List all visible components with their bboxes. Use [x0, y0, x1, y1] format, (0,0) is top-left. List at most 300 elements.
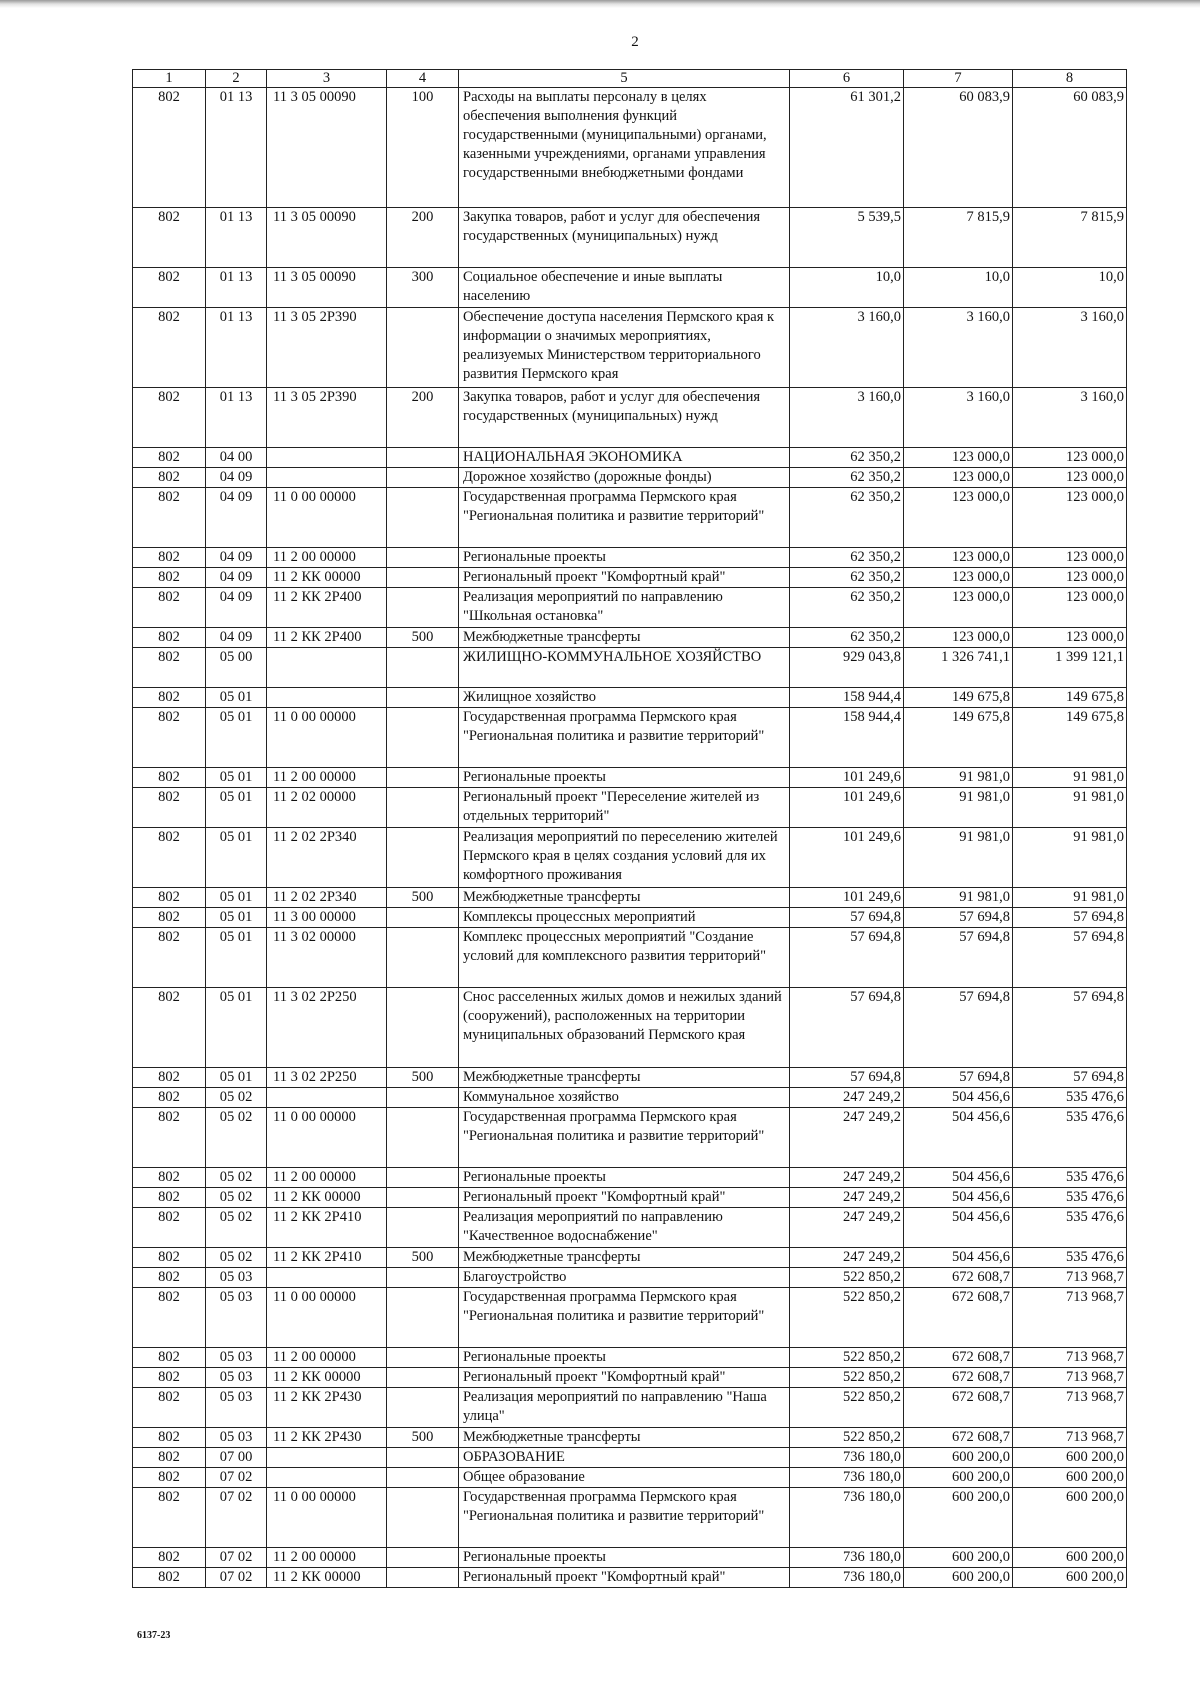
- column-header: 6: [790, 70, 904, 88]
- table-row: [133, 308, 1127, 388]
- amount-col6-cell: 736 180,0: [790, 1488, 904, 1548]
- amount-col7-cell: 123 000,0: [904, 568, 1013, 588]
- item-name-cell: Государственная программа Пермского края "Региональная политика и развитие территорий": [459, 1488, 790, 1548]
- table-row: [133, 888, 1127, 908]
- amount-col7-cell: 672 608,7: [904, 1428, 1013, 1448]
- table-row: [133, 1268, 1127, 1288]
- amount-col7-cell: 672 608,7: [904, 1348, 1013, 1368]
- expense-type-cell: 200: [387, 208, 459, 268]
- amount-col7-cell: 504 456,6: [904, 1088, 1013, 1108]
- table-row: [133, 1188, 1127, 1208]
- expense-type-cell: [387, 1208, 459, 1248]
- page-number: 2: [631, 34, 639, 50]
- target-article-cell: 11 3 05 00090: [267, 88, 387, 208]
- expense-type-cell: [387, 548, 459, 568]
- section-code-cell: 01 13: [206, 268, 267, 308]
- amount-col8-cell: 57 694,8: [1013, 908, 1127, 928]
- amount-col8-cell: 91 981,0: [1013, 888, 1127, 908]
- table-row: [133, 1088, 1127, 1108]
- ministry-code-cell: 802: [133, 828, 206, 888]
- amount-col6-cell: 522 850,2: [790, 1348, 904, 1368]
- table-row: [133, 768, 1127, 788]
- target-article-cell: 11 2 00 00000: [267, 1348, 387, 1368]
- amount-col6-cell: 5 539,5: [790, 208, 904, 268]
- item-name-cell: ЖИЛИЩНО-КОММУНАЛЬНОЕ ХОЗЯЙСТВО: [459, 648, 790, 688]
- table-row: [133, 988, 1127, 1068]
- amount-col7-cell: 57 694,8: [904, 908, 1013, 928]
- ministry-code-cell: 802: [133, 1448, 206, 1468]
- amount-col6-cell: 57 694,8: [790, 908, 904, 928]
- ministry-code-cell: 802: [133, 1488, 206, 1548]
- section-code-cell: 05 01: [206, 1068, 267, 1088]
- amount-col6-cell: 522 850,2: [790, 1268, 904, 1288]
- item-name-cell: Межбюджетные трансферты: [459, 1428, 790, 1448]
- section-code-cell: 05 03: [206, 1268, 267, 1288]
- amount-col8-cell: 535 476,6: [1013, 1188, 1127, 1208]
- amount-col8-cell: 713 968,7: [1013, 1368, 1127, 1388]
- target-article-cell: 11 0 00 00000: [267, 1108, 387, 1168]
- section-code-cell: 04 09: [206, 588, 267, 628]
- table-row: [133, 1248, 1127, 1268]
- amount-col8-cell: 600 200,0: [1013, 1568, 1127, 1588]
- target-article-cell: 11 3 05 2Р390: [267, 388, 387, 448]
- ministry-code-cell: 802: [133, 708, 206, 768]
- expense-type-cell: [387, 648, 459, 688]
- target-article-cell: [267, 1468, 387, 1488]
- item-name-cell: Государственная программа Пермского края "Региональная политика и развитие территорий": [459, 488, 790, 548]
- target-article-cell: 11 3 02 2Р250: [267, 988, 387, 1068]
- item-name-cell: Реализация мероприятий по направлению "Школьная остановка": [459, 588, 790, 628]
- ministry-code-cell: 802: [133, 788, 206, 828]
- amount-col8-cell: 123 000,0: [1013, 448, 1127, 468]
- amount-col6-cell: 522 850,2: [790, 1368, 904, 1388]
- item-name-cell: Региональный проект "Комфортный край": [459, 1188, 790, 1208]
- target-article-cell: 11 3 05 2Р390: [267, 308, 387, 388]
- amount-col8-cell: 535 476,6: [1013, 1108, 1127, 1168]
- section-code-cell: 05 01: [206, 888, 267, 908]
- expense-type-cell: [387, 1448, 459, 1468]
- amount-col8-cell: 713 968,7: [1013, 1348, 1127, 1368]
- amount-col7-cell: 504 456,6: [904, 1168, 1013, 1188]
- target-article-cell: 11 2 00 00000: [267, 1168, 387, 1188]
- ministry-code-cell: 802: [133, 1108, 206, 1168]
- target-article-cell: 11 2 КК 2Р430: [267, 1428, 387, 1448]
- section-code-cell: 07 00: [206, 1448, 267, 1468]
- target-article-cell: 11 2 02 00000: [267, 788, 387, 828]
- expense-type-cell: [387, 448, 459, 468]
- table-row: [133, 1368, 1127, 1388]
- expense-type-cell: 500: [387, 1428, 459, 1448]
- table-row: [133, 788, 1127, 828]
- amount-col7-cell: 672 608,7: [904, 1288, 1013, 1348]
- item-name-cell: Государственная программа Пермского края "Региональная политика и развитие территорий": [459, 1288, 790, 1348]
- amount-col7-cell: 1 326 741,1: [904, 648, 1013, 688]
- expense-type-cell: [387, 1288, 459, 1348]
- item-name-cell: Региональный проект "Комфортный край": [459, 1568, 790, 1588]
- target-article-cell: [267, 468, 387, 488]
- amount-col6-cell: 736 180,0: [790, 1468, 904, 1488]
- amount-col7-cell: 91 981,0: [904, 788, 1013, 828]
- ministry-code-cell: 802: [133, 648, 206, 688]
- expense-type-cell: [387, 1548, 459, 1568]
- target-article-cell: [267, 1088, 387, 1108]
- ministry-code-cell: 802: [133, 88, 206, 208]
- expense-type-cell: [387, 1188, 459, 1208]
- section-code-cell: 05 01: [206, 688, 267, 708]
- ministry-code-cell: 802: [133, 1248, 206, 1268]
- target-article-cell: [267, 448, 387, 468]
- amount-col7-cell: 123 000,0: [904, 548, 1013, 568]
- amount-col6-cell: 736 180,0: [790, 1568, 904, 1588]
- item-name-cell: Государственная программа Пермского края "Региональная политика и развитие территорий": [459, 708, 790, 768]
- ministry-code-cell: 802: [133, 1068, 206, 1088]
- section-code-cell: 05 02: [206, 1248, 267, 1268]
- item-name-cell: Межбюджетные трансферты: [459, 628, 790, 648]
- amount-col8-cell: 60 083,9: [1013, 88, 1127, 208]
- budget-table: [132, 69, 1127, 1588]
- amount-col8-cell: 600 200,0: [1013, 1488, 1127, 1548]
- column-header: 3: [267, 70, 387, 88]
- ministry-code-cell: 802: [133, 688, 206, 708]
- target-article-cell: [267, 1448, 387, 1468]
- table-row: [133, 1348, 1127, 1368]
- amount-col7-cell: 60 083,9: [904, 88, 1013, 208]
- table-row: [133, 568, 1127, 588]
- ministry-code-cell: 802: [133, 908, 206, 928]
- amount-col8-cell: 3 160,0: [1013, 388, 1127, 448]
- column-header: 1: [133, 70, 206, 88]
- amount-col8-cell: 91 981,0: [1013, 828, 1127, 888]
- section-code-cell: 04 09: [206, 488, 267, 548]
- target-article-cell: 11 0 00 00000: [267, 1288, 387, 1348]
- amount-col6-cell: 101 249,6: [790, 888, 904, 908]
- section-code-cell: 04 00: [206, 448, 267, 468]
- amount-col8-cell: 123 000,0: [1013, 628, 1127, 648]
- amount-col6-cell: 101 249,6: [790, 828, 904, 888]
- amount-col6-cell: 62 350,2: [790, 628, 904, 648]
- ministry-code-cell: 802: [133, 928, 206, 988]
- scan-edge: [0, 0, 1200, 8]
- amount-col8-cell: 10,0: [1013, 268, 1127, 308]
- amount-col6-cell: 247 249,2: [790, 1188, 904, 1208]
- amount-col8-cell: 600 200,0: [1013, 1468, 1127, 1488]
- target-article-cell: 11 3 05 00090: [267, 208, 387, 268]
- amount-col8-cell: 600 200,0: [1013, 1548, 1127, 1568]
- amount-col6-cell: 736 180,0: [790, 1448, 904, 1468]
- ministry-code-cell: 802: [133, 988, 206, 1068]
- ministry-code-cell: 802: [133, 1188, 206, 1208]
- ministry-code-cell: 802: [133, 1428, 206, 1448]
- expense-type-cell: 100: [387, 88, 459, 208]
- amount-col8-cell: 149 675,8: [1013, 708, 1127, 768]
- amount-col8-cell: 123 000,0: [1013, 468, 1127, 488]
- target-article-cell: 11 0 00 00000: [267, 1488, 387, 1548]
- amount-col8-cell: 57 694,8: [1013, 988, 1127, 1068]
- section-code-cell: 05 03: [206, 1368, 267, 1388]
- amount-col6-cell: 62 350,2: [790, 568, 904, 588]
- expense-type-cell: 500: [387, 1248, 459, 1268]
- table-row: [133, 1388, 1127, 1428]
- target-article-cell: 11 2 00 00000: [267, 768, 387, 788]
- section-code-cell: 01 13: [206, 308, 267, 388]
- expense-type-cell: [387, 688, 459, 708]
- ministry-code-cell: 802: [133, 888, 206, 908]
- target-article-cell: 11 2 КК 2Р400: [267, 588, 387, 628]
- target-article-cell: 11 0 00 00000: [267, 708, 387, 768]
- amount-col8-cell: 123 000,0: [1013, 588, 1127, 628]
- section-code-cell: 05 02: [206, 1108, 267, 1168]
- amount-col8-cell: 1 399 121,1: [1013, 648, 1127, 688]
- section-code-cell: 07 02: [206, 1468, 267, 1488]
- table-row: [133, 1468, 1127, 1488]
- amount-col7-cell: 91 981,0: [904, 768, 1013, 788]
- item-name-cell: Реализация мероприятий по направлению "Наша улица": [459, 1388, 790, 1428]
- table-row: [133, 88, 1127, 208]
- target-article-cell: 11 2 КК 00000: [267, 1188, 387, 1208]
- amount-col7-cell: 600 200,0: [904, 1488, 1013, 1548]
- amount-col8-cell: 91 981,0: [1013, 768, 1127, 788]
- amount-col7-cell: 123 000,0: [904, 628, 1013, 648]
- expense-type-cell: [387, 1368, 459, 1388]
- amount-col6-cell: 10,0: [790, 268, 904, 308]
- ministry-code-cell: 802: [133, 1368, 206, 1388]
- item-name-cell: Региональный проект "Переселение жителей из отдельных территорий": [459, 788, 790, 828]
- expense-type-cell: [387, 1108, 459, 1168]
- expense-type-cell: [387, 1568, 459, 1588]
- amount-col8-cell: 57 694,8: [1013, 1068, 1127, 1088]
- amount-col6-cell: 57 694,8: [790, 928, 904, 988]
- amount-col7-cell: 91 981,0: [904, 828, 1013, 888]
- amount-col6-cell: 101 249,6: [790, 768, 904, 788]
- table-row: [133, 468, 1127, 488]
- expense-type-cell: 300: [387, 268, 459, 308]
- expense-type-cell: [387, 1468, 459, 1488]
- amount-col7-cell: 600 200,0: [904, 1568, 1013, 1588]
- section-code-cell: 07 02: [206, 1488, 267, 1548]
- expense-type-cell: [387, 708, 459, 768]
- section-code-cell: 05 03: [206, 1388, 267, 1428]
- section-code-cell: 05 02: [206, 1188, 267, 1208]
- amount-col8-cell: 713 968,7: [1013, 1428, 1127, 1448]
- section-code-cell: 01 13: [206, 388, 267, 448]
- amount-col7-cell: 10,0: [904, 268, 1013, 308]
- expense-type-cell: [387, 988, 459, 1068]
- amount-col7-cell: 672 608,7: [904, 1268, 1013, 1288]
- item-name-cell: Реализация мероприятий по направлению "Качественное водоснабжение": [459, 1208, 790, 1248]
- amount-col6-cell: 57 694,8: [790, 988, 904, 1068]
- item-name-cell: Региональные проекты: [459, 548, 790, 568]
- expense-type-cell: [387, 928, 459, 988]
- column-header: 4: [387, 70, 459, 88]
- amount-col6-cell: 522 850,2: [790, 1388, 904, 1428]
- target-article-cell: [267, 1268, 387, 1288]
- amount-col6-cell: 158 944,4: [790, 688, 904, 708]
- column-header: 7: [904, 70, 1013, 88]
- target-article-cell: 11 2 КК 2Р400: [267, 628, 387, 648]
- item-name-cell: Комплексы процессных мероприятий: [459, 908, 790, 928]
- expense-type-cell: 500: [387, 1068, 459, 1088]
- table-row: [133, 628, 1127, 648]
- table-row: [133, 388, 1127, 448]
- item-name-cell: Межбюджетные трансферты: [459, 1248, 790, 1268]
- ministry-code-cell: 802: [133, 568, 206, 588]
- amount-col7-cell: 600 200,0: [904, 1448, 1013, 1468]
- expense-type-cell: [387, 1388, 459, 1428]
- table-row: [133, 588, 1127, 628]
- table-row: [133, 1168, 1127, 1188]
- ministry-code-cell: 802: [133, 548, 206, 568]
- table-row: [133, 828, 1127, 888]
- ministry-code-cell: 802: [133, 1548, 206, 1568]
- amount-col6-cell: 62 350,2: [790, 588, 904, 628]
- amount-col7-cell: 504 456,6: [904, 1108, 1013, 1168]
- ministry-code-cell: 802: [133, 208, 206, 268]
- target-article-cell: 11 2 КК 00000: [267, 1368, 387, 1388]
- amount-col7-cell: 672 608,7: [904, 1388, 1013, 1428]
- expense-type-cell: [387, 1168, 459, 1188]
- section-code-cell: 04 09: [206, 468, 267, 488]
- table-row: [133, 928, 1127, 988]
- ministry-code-cell: 802: [133, 488, 206, 548]
- item-name-cell: Региональные проекты: [459, 1548, 790, 1568]
- item-name-cell: Региональные проекты: [459, 1348, 790, 1368]
- table-body: [133, 88, 1127, 1588]
- ministry-code-cell: 802: [133, 1168, 206, 1188]
- item-name-cell: Жилищное хозяйство: [459, 688, 790, 708]
- amount-col8-cell: 713 968,7: [1013, 1388, 1127, 1428]
- section-code-cell: 05 02: [206, 1088, 267, 1108]
- section-code-cell: 05 01: [206, 708, 267, 768]
- item-name-cell: Благоустройство: [459, 1268, 790, 1288]
- ministry-code-cell: 802: [133, 1568, 206, 1588]
- target-article-cell: 11 2 КК 2Р430: [267, 1388, 387, 1428]
- section-code-cell: 05 01: [206, 928, 267, 988]
- amount-col6-cell: 62 350,2: [790, 548, 904, 568]
- target-article-cell: 11 2 00 00000: [267, 1548, 387, 1568]
- target-article-cell: 11 3 02 00000: [267, 928, 387, 988]
- amount-col8-cell: 91 981,0: [1013, 788, 1127, 828]
- ministry-code-cell: 802: [133, 1468, 206, 1488]
- section-code-cell: 07 02: [206, 1548, 267, 1568]
- amount-col8-cell: 713 968,7: [1013, 1288, 1127, 1348]
- item-name-cell: Закупка товаров, работ и услуг для обеспечения государственных (муниципальных) нужд: [459, 208, 790, 268]
- table-row: [133, 1068, 1127, 1088]
- ministry-code-cell: 802: [133, 468, 206, 488]
- budget-table-wrapper: [132, 69, 1127, 1588]
- expense-type-cell: [387, 828, 459, 888]
- amount-col8-cell: 535 476,6: [1013, 1208, 1127, 1248]
- amount-col7-cell: 149 675,8: [904, 708, 1013, 768]
- amount-col8-cell: 149 675,8: [1013, 688, 1127, 708]
- section-code-cell: 04 09: [206, 628, 267, 648]
- amount-col7-cell: 7 815,9: [904, 208, 1013, 268]
- section-code-cell: 05 00: [206, 648, 267, 688]
- table-row: [133, 1448, 1127, 1468]
- table-row: [133, 208, 1127, 268]
- amount-col7-cell: 600 200,0: [904, 1468, 1013, 1488]
- amount-col7-cell: 123 000,0: [904, 588, 1013, 628]
- amount-col8-cell: 57 694,8: [1013, 928, 1127, 988]
- item-name-cell: Дорожное хозяйство (дорожные фонды): [459, 468, 790, 488]
- amount-col7-cell: 57 694,8: [904, 1068, 1013, 1088]
- item-name-cell: Социальное обеспечение и иные выплаты населению: [459, 268, 790, 308]
- section-code-cell: 05 03: [206, 1348, 267, 1368]
- section-code-cell: 05 01: [206, 988, 267, 1068]
- expense-type-cell: [387, 1088, 459, 1108]
- amount-col8-cell: 713 968,7: [1013, 1268, 1127, 1288]
- amount-col6-cell: 62 350,2: [790, 468, 904, 488]
- expense-type-cell: [387, 1348, 459, 1368]
- table-row: [133, 548, 1127, 568]
- table-row: [133, 648, 1127, 688]
- target-article-cell: [267, 648, 387, 688]
- item-name-cell: Государственная программа Пермского края "Региональная политика и развитие территорий": [459, 1108, 790, 1168]
- section-code-cell: 05 03: [206, 1288, 267, 1348]
- amount-col6-cell: 247 249,2: [790, 1108, 904, 1168]
- section-code-cell: 04 09: [206, 568, 267, 588]
- item-name-cell: ОБРАЗОВАНИЕ: [459, 1448, 790, 1468]
- amount-col8-cell: 123 000,0: [1013, 568, 1127, 588]
- item-name-cell: Межбюджетные трансферты: [459, 888, 790, 908]
- ministry-code-cell: 802: [133, 448, 206, 468]
- column-header: 8: [1013, 70, 1127, 88]
- item-name-cell: Коммунальное хозяйство: [459, 1088, 790, 1108]
- amount-col7-cell: 149 675,8: [904, 688, 1013, 708]
- section-code-cell: 05 03: [206, 1428, 267, 1448]
- item-name-cell: Расходы на выплаты персоналу в целях обеспечения выполнения функций государственными (муниципальными) органами, казенными учреждениями, органами управления государственными внебюджетными фондами: [459, 88, 790, 208]
- expense-type-cell: 500: [387, 628, 459, 648]
- target-article-cell: 11 0 00 00000: [267, 488, 387, 548]
- amount-col8-cell: 535 476,6: [1013, 1248, 1127, 1268]
- ministry-code-cell: 802: [133, 268, 206, 308]
- amount-col6-cell: 929 043,8: [790, 648, 904, 688]
- item-name-cell: НАЦИОНАЛЬНАЯ ЭКОНОМИКА: [459, 448, 790, 468]
- section-code-cell: 05 02: [206, 1208, 267, 1248]
- item-name-cell: Региональный проект "Комфортный край": [459, 568, 790, 588]
- amount-col6-cell: 158 944,4: [790, 708, 904, 768]
- ministry-code-cell: 802: [133, 768, 206, 788]
- item-name-cell: Снос расселенных жилых домов и нежилых зданий (сооружений), расположенных на территории муниципальных образований Пермского края: [459, 988, 790, 1068]
- table-header-row: [133, 70, 1127, 88]
- item-name-cell: Межбюджетные трансферты: [459, 1068, 790, 1088]
- item-name-cell: Реализация мероприятий по переселению жителей Пермского края в целях создания условий для их комфортного проживания: [459, 828, 790, 888]
- ministry-code-cell: 802: [133, 388, 206, 448]
- amount-col7-cell: 57 694,8: [904, 988, 1013, 1068]
- expense-type-cell: [387, 908, 459, 928]
- amount-col7-cell: 57 694,8: [904, 928, 1013, 988]
- section-code-cell: 05 02: [206, 1168, 267, 1188]
- expense-type-cell: [387, 468, 459, 488]
- item-name-cell: Комплекс процессных мероприятий "Создание условий для комплексного развития территорий": [459, 928, 790, 988]
- ministry-code-cell: 802: [133, 1268, 206, 1288]
- expense-type-cell: 200: [387, 388, 459, 448]
- section-code-cell: 05 01: [206, 788, 267, 828]
- item-name-cell: Закупка товаров, работ и услуг для обеспечения государственных (муниципальных) нужд: [459, 388, 790, 448]
- section-code-cell: 05 01: [206, 768, 267, 788]
- item-name-cell: Общее образование: [459, 1468, 790, 1488]
- target-article-cell: 11 2 02 2Р340: [267, 828, 387, 888]
- table-row: [133, 1208, 1127, 1248]
- target-article-cell: 11 3 05 00090: [267, 268, 387, 308]
- ministry-code-cell: 802: [133, 588, 206, 628]
- target-article-cell: 11 2 КК 00000: [267, 1568, 387, 1588]
- item-name-cell: Региональный проект "Комфортный край": [459, 1368, 790, 1388]
- target-article-cell: 11 3 00 00000: [267, 908, 387, 928]
- amount-col7-cell: 3 160,0: [904, 308, 1013, 388]
- amount-col7-cell: 3 160,0: [904, 388, 1013, 448]
- amount-col7-cell: 91 981,0: [904, 888, 1013, 908]
- amount-col6-cell: 57 694,8: [790, 1068, 904, 1088]
